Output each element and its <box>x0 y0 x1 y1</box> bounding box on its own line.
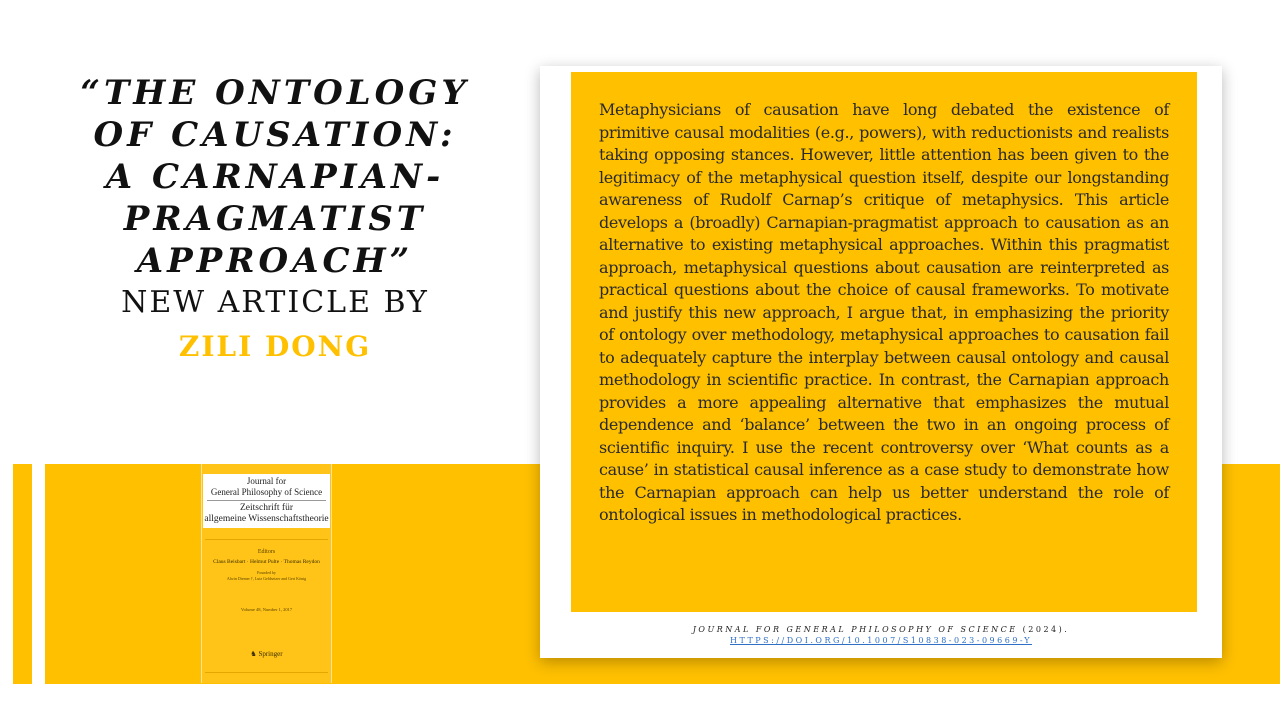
author-name: ZILI DONG <box>178 330 372 363</box>
journal-founders: Alwin Diemer †, Lutz Geldsetzer and Gert König <box>226 576 307 581</box>
citation-year: (2024). <box>1022 625 1070 634</box>
title-block <box>40 72 510 368</box>
abstract-text: Metaphysicians of causation have long debated the existence of primitive causal modalities (e.g., powers), with reductionists and realists taking opposing stances. However, little attention has been given to the legitimacy of the metaphysical question itself, despite our longstanding awareness of Rudolf Carnap’s critique of metaphysics. This article develops a (broadly) Carnapian-pragmatist approach to causation as an alternative to existing metaphysical approaches. Within this pragmatist approach, metaphysical questions about causation are reinterpreted as practical questions about the choice of causal frameworks. To motivate and justify this new approach, I argue that, in emphasizing the priority of ontology over methodology, metaphysical approaches to causation fail to adequately capture the interplay between causal ontology and causal methodology in scientific practice. In contrast, the Carnapian approach provides a more appealing alternative that emphasizes the mutual dependence and ‘balance’ between the two in an ongoing process of scientific inquiry. I use the recent controversy over ‘What counts as a cause’ in statistical causal inference as a case study to demonstrate how the Carnapian approach can help us better understand the role of ontological issues in methodological practices. <box>599 100 1169 524</box>
title-line-4: PRAGMATIST <box>123 199 427 239</box>
springer-label: Springer <box>258 650 283 658</box>
journal-cover-rule <box>207 500 326 501</box>
subtitle: NEW ARTICLE BY <box>121 285 429 320</box>
journal-title-en-1: Journal for <box>246 476 287 486</box>
accent-band-thin <box>13 464 32 684</box>
journal-founded-label: Founded by <box>257 570 276 575</box>
citation <box>540 624 1222 646</box>
abstract-box <box>571 72 1197 612</box>
springer-horse-icon: ♞ <box>250 650 257 658</box>
journal-title-en-2: General Philosophy of Science <box>210 487 323 497</box>
journal-cover-header <box>203 474 330 528</box>
journal-cover-image <box>201 464 332 683</box>
springer-logo <box>202 650 331 658</box>
citation-journal: JOURNAL FOR GENERAL PHILOSOPHY OF SCIENCE <box>692 625 1018 634</box>
journal-editors: Claus Beisbart · Helmut Pulte · Thomas Reydon <box>213 559 320 565</box>
journal-volume: Volume 48, Number 1, 2017 <box>240 607 293 612</box>
journal-cover-divider <box>205 539 328 540</box>
abstract-card <box>540 66 1222 658</box>
doi-link[interactable]: HTTPS://DOI.ORG/10.1007/S10838-023-09669-Y <box>729 636 1033 645</box>
journal-title-de-1: Zeitschrift für <box>239 503 294 513</box>
journal-cover-bottom-rule <box>205 672 328 673</box>
journal-editors-label: Editors <box>257 549 276 555</box>
title-line-2: OF CAUSATION: <box>93 115 457 155</box>
title-line-3: A CARNAPIAN- <box>105 157 445 197</box>
title-line-1: “THE ONTOLOGY <box>80 73 470 113</box>
journal-title-de-2: allgemeine Wissenschaftstheorie <box>204 514 329 524</box>
title-line-5: APPROACH” <box>136 241 414 281</box>
